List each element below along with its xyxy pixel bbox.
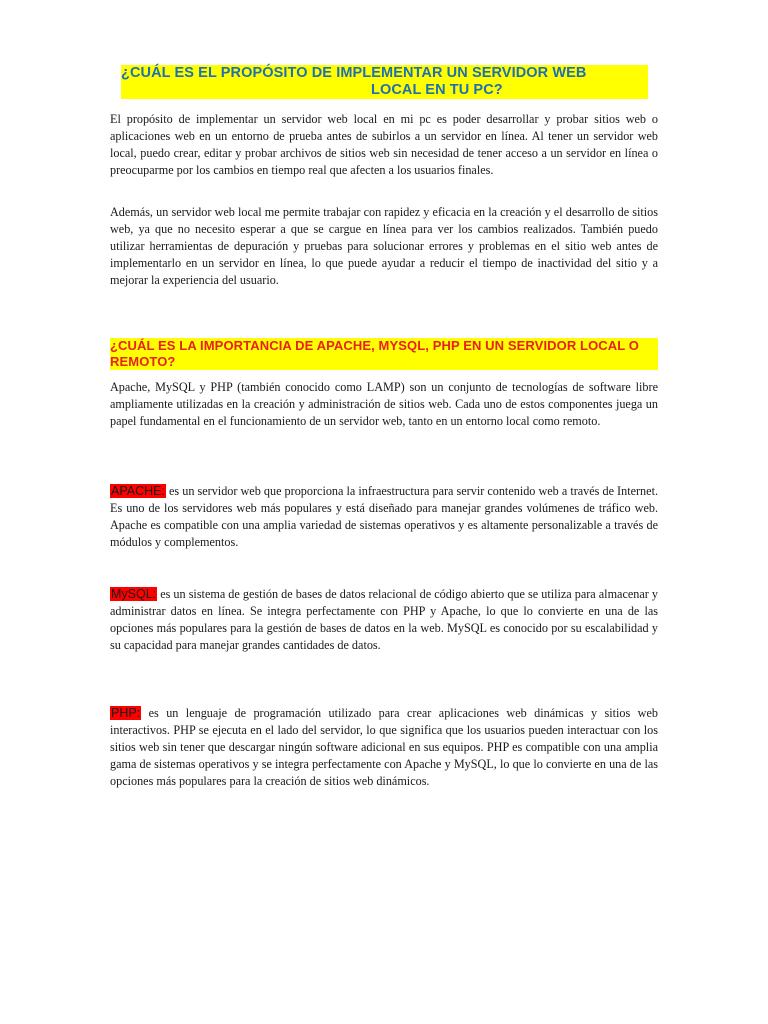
- section1-heading-line2: LOCAL EN TU PC?: [371, 82, 503, 98]
- section1-heading: [121, 65, 648, 99]
- mysql-paragraph: [110, 586, 658, 654]
- php-paragraph: [110, 705, 658, 790]
- php-text: es un lenguaje de programación utilizado para crear aplicaciones web dinámicas y sitios web interactivos. PHP se ejecuta en el lado del servidor, lo que significa que los usuarios pueden interactuar con los sitios web sin tener que descargar ningún software adicional en sus equipos. PHP es compatible con una amplia gama de sistemas operativos y se integra perfectamente con Apache y MySQL, lo que lo convierte en una de las opciones más populares para la creación de sitios web dinámicos.: [110, 706, 658, 788]
- section2-intro: Apache, MySQL y PHP (también conocido como LAMP) son un conjunto de tecnologías de software libre ampliamente utilizadas en la creación y administración de sitios web. Cada uno de estos componentes juega un papel fundamental en el funcionamiento de un servidor web, tanto en un entorno local como remoto.: [110, 380, 658, 428]
- mysql-label: MySQL:: [111, 587, 157, 601]
- apache-label: APACHE:: [111, 484, 165, 498]
- apache-text: es un servidor web que proporciona la infraestructura para servir contenido web a través de Internet. Es uno de los servidores web más populares y está diseñado para manejar grandes volúmenes de tráfico web. Apache es compatible con una amplia variedad de sistemas operativos y es altamente personalizable a través de módulos y complementos.: [110, 484, 658, 549]
- section1-paragraph1: El propósito de implementar un servidor web local en mi pc es poder desarrollar y probar sitios web o aplicaciones web en un entorno de prueba antes de subirlos a un servidor en línea. Al tener un servidor web local, puedo crear, editar y probar archivos de sitios web sin necesidad de tener acceso a un servidor en línea o preocuparme por los cambios en tiempo real que afecten a los usuarios finales.: [110, 112, 658, 177]
- section1-heading-line1: ¿CUÁL ES EL PROPÓSITO DE IMPLEMENTAR UN SERVIDOR WEB: [121, 65, 587, 81]
- section2-heading: ¿CUÁL ES LA IMPORTANCIA DE APACHE, MYSQL, PHP EN UN SERVIDOR LOCAL O REMOTO?: [110, 338, 658, 370]
- section1-paragraph2: Además, un servidor web local me permite trabajar con rapidez y eficacia en la creación y el desarrollo de sitios web, ya que no necesito esperar a que se cargue en línea para ver los cambios realizados. También puedo utilizar herramientas de depuración y pruebas para solucionar errores y problemas en el sitio web antes de implementarlo en un servidor en línea, lo que puede ayudar a reducir el tiempo de inactividad del sitio y a mejorar la experiencia del usuario.: [110, 205, 658, 287]
- mysql-text: es un sistema de gestión de bases de datos relacional de código abierto que se utiliza para almacenar y administrar datos en línea. Se integra perfectamente con PHP y Apache, lo que lo convierte en una de las opciones más populares para la gestión de bases de datos en la web. MySQL es conocido por su escalabilidad y su capacidad para manejar grandes cantidades de datos.: [110, 587, 658, 652]
- php-label: PHP:: [111, 706, 141, 720]
- apache-paragraph: [110, 483, 658, 551]
